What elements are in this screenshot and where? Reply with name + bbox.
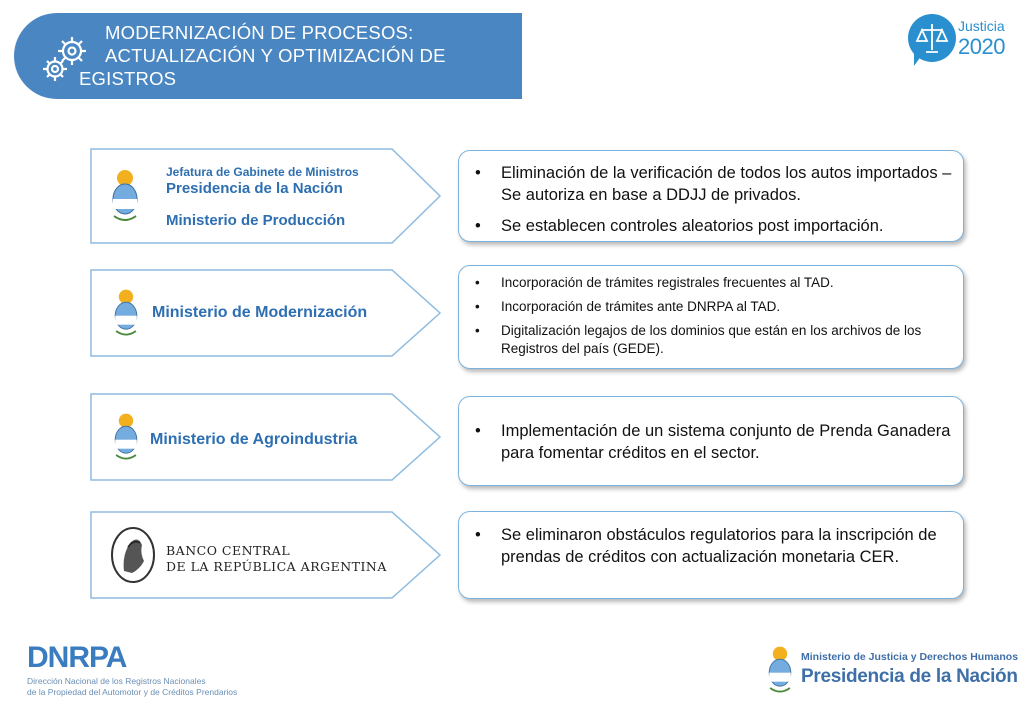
- org-line-agroindustria: Ministerio de Agroindustria: [150, 431, 358, 448]
- dnrpa-subtitle-2: de la Propiedad del Automotor y de Créditos Prendarios: [27, 687, 238, 697]
- org-arrow-bcra: [90, 511, 442, 599]
- list-item: • Implementación de un sistema conjunto de Prenda Ganadera para fomentar créditos en el sector.: [459, 420, 963, 464]
- list-item: • Incorporación de trámites ante DNRPA al TAD.: [459, 298, 963, 316]
- list-item: • Eliminación de la verificación de todos los autos importados – Se autoriza en base a DDJJ de privados.: [459, 162, 963, 206]
- org-arrow-produccion: [90, 148, 442, 244]
- list-item: • Se eliminaron obstáculos regulatorios para la inscripción de prendas de créditos con actualización monetaria CER.: [459, 524, 963, 568]
- list-item: • Digitalización legajos de los dominios que están en los archivos de los Registros del país (GEDE).: [459, 322, 963, 358]
- org-line-modernizacion: Ministerio de Modernización: [152, 304, 368, 321]
- scales-icon: [908, 14, 956, 62]
- justicia-year: 2020: [958, 34, 1005, 59]
- national-shield-icon: [110, 166, 140, 226]
- org-line-bcra-1: BANCO CENTRAL: [166, 543, 291, 558]
- dnrpa-logo: [27, 643, 237, 698]
- title-line-2: ACTUALIZACIÓN Y OPTIMIZACIÓN DE: [105, 45, 446, 66]
- org-arrow-modernizacion: [90, 269, 442, 357]
- card-modernizacion: [458, 265, 964, 369]
- org-line-bcra-2: DE LA REPÚBLICA ARGENTINA: [166, 559, 387, 574]
- ministry-logo: [764, 641, 1019, 697]
- bcra-medallion-icon: [110, 525, 156, 585]
- ministry-line-1: Ministerio de Justicia y Derechos Humanos: [801, 651, 1019, 663]
- title-line-3: EGISTROS: [79, 68, 177, 89]
- dnrpa-name: DNRPA: [27, 641, 127, 674]
- org-line-produccion: Ministerio de Producción: [166, 212, 346, 229]
- org-line-presidencia: Presidencia de la Nación: [166, 180, 343, 197]
- card-agroindustria: [458, 396, 964, 486]
- list-item: • Se establecen controles aleatorios post importación.: [459, 215, 963, 237]
- list-item: • Incorporación de trámites registrales frecuentes al TAD.: [459, 274, 963, 292]
- justicia-word: Justicia: [958, 18, 1005, 34]
- org-line-jgm: Jefatura de Gabinete de Ministros: [166, 165, 359, 179]
- national-shield-icon: [112, 410, 140, 464]
- title-line-1: MODERNIZACIÓN DE PROCESOS:: [105, 22, 414, 43]
- national-shield-icon: [766, 643, 794, 697]
- card-bcra: [458, 511, 964, 599]
- dnrpa-subtitle-1: Dirección Nacional de los Registros Nacionales: [27, 676, 206, 686]
- card-produccion: [458, 150, 964, 242]
- page-title: [79, 21, 519, 90]
- org-arrow-agroindustria: [90, 393, 442, 481]
- justicia-2020-logo: [908, 12, 1013, 72]
- ministry-line-2: Presidencia de la Nación: [801, 666, 1018, 687]
- national-shield-icon: [112, 286, 140, 340]
- header-banner: [14, 13, 522, 99]
